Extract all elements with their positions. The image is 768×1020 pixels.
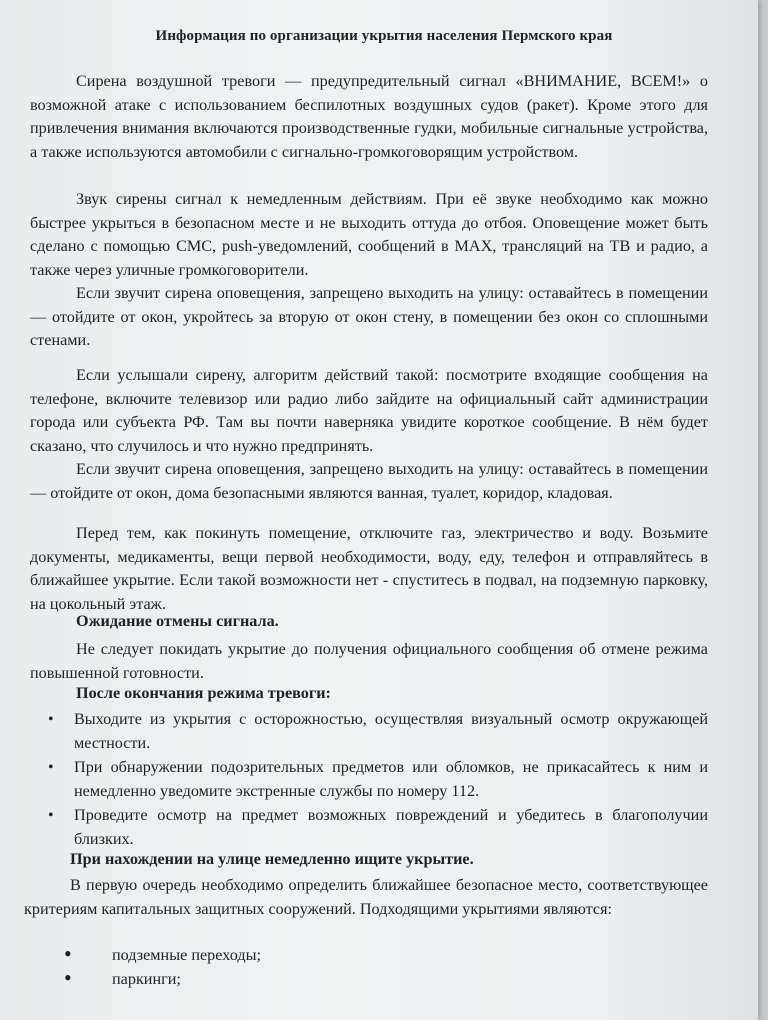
- heading-after-alarm: После окончания режима тревоги:: [76, 684, 331, 702]
- list-item-text: При обнаружении подозрительных предметов или обломков, не прикасайтесь к ним и немедленно уведомите экстренные службы по номеру 112.: [74, 758, 708, 800]
- paragraph-siren: Сирена воздушной тревоги — предупредительный сигнал «ВНИМАНИЕ, ВСЕМ!» о возможной атаке с использованием беспилотных воздушных судов (ракет). Кроме этого для привлечения внимания включаются производственные гудки, мобильные сигнальные устройства, а также используются автомобили с сигнально-громкоговорящим устройством.: [30, 72, 708, 161]
- list-item-text: Выходите из укрытия с осторожностью, осуществляя визуальный осмотр окружающей местности.: [74, 710, 708, 752]
- paragraph-algorithm: Если услышали сирену, алгоритм действий такой: посмотрите входящие сообщения на телефоне, включите телевизор или радио либо зайдите на официальный сайт администрации города или субъекта РФ. Там вы почти наверняка увидите короткое сообщение. В нём будет сказано, что случилось и что нужно предпринять.: [30, 366, 708, 455]
- list-item: паркинги;: [112, 970, 181, 988]
- bullet-icon: •: [64, 941, 72, 966]
- list-item: подземные переходы;: [112, 946, 261, 964]
- heading-street: При нахождении на улице немедленно ищите укрытие.: [70, 850, 474, 868]
- paragraph-street: В первую очередь необходимо определить ближайшее безопасное место, соответствующее критериям капитальных защитных сооружений. Подходящими укрытиями являются:: [24, 876, 708, 918]
- bullet-icon: •: [48, 711, 54, 728]
- paragraph-leave-premises: Перед тем, как покинуть помещение, отключите газ, электричество и воду. Возьмите документы, медикаменты, вещи первой необходимости, воду, еду, телефон и отправляйтесь в ближайшее укрытие. Если такой возможности нет - спуститесь в подвал, на подземную парковку, на цокольный этаж.: [30, 524, 708, 613]
- list-item-text: Проведите осмотр на предмет возможных повреждений и убедитесь в благополучии близких.: [74, 806, 708, 848]
- paragraph-sound: Звук сирены сигнал к немедленным действиям. При её звуке необходимо как можно быстрее укрыться в безопасном месте и не выходить оттуда до отбоя. Оповещение может быть сделано с помощью СМС, push-уведомлений, сообщений в MAX, трансляций на ТВ и радио, а также через уличные громкоговорители.: [30, 190, 708, 279]
- paragraph-stay-inside: Если звучит сирена оповещения, запрещено выходить на улицу: оставайтесь в помещении — отойдите от окон, укройтесь за вторую от окон стену, в помещении без окон со сплошными стенами.: [30, 284, 708, 349]
- bullet-icon: •: [64, 965, 72, 990]
- bullet-icon: •: [48, 759, 54, 776]
- paragraph-waiting: Не следует покидать укрытие до получения официального сообщения об отмене режима повышенной готовности.: [30, 640, 708, 682]
- paragraph-stay-home: Если звучит сирена оповещения, запрещено выходить на улицу: оставайтесь в помещении — отойдите от окон, дома безопасными являются ванная, туалет, коридор, кладовая.: [30, 460, 708, 502]
- document-title: Информация по организации укрытия населения Пермского края: [155, 28, 613, 44]
- bullet-icon: •: [48, 807, 54, 824]
- heading-waiting: Ожидание отмены сигнала.: [76, 612, 279, 630]
